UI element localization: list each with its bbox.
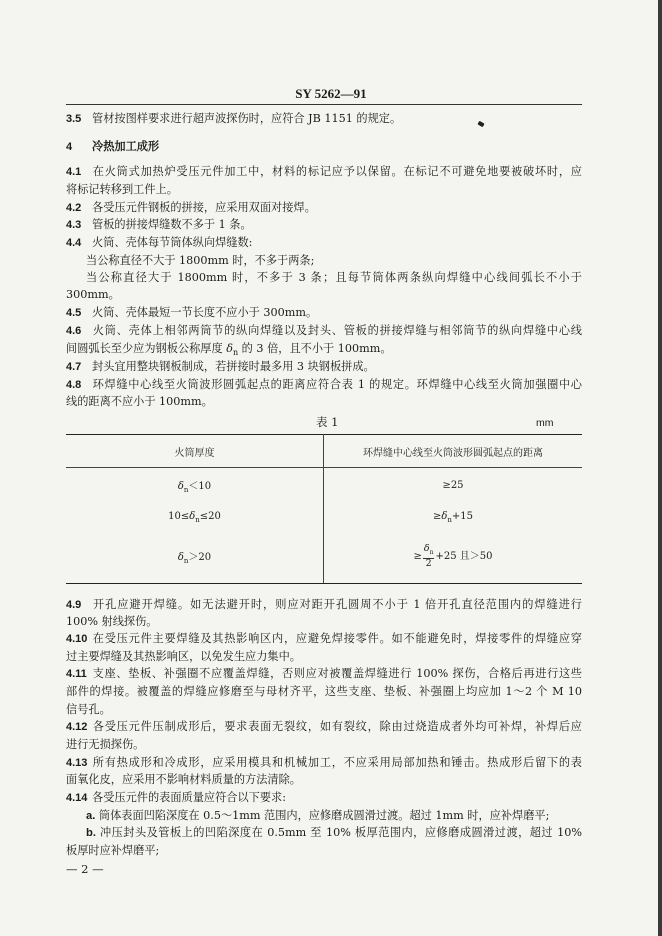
table-row [66, 468, 582, 504]
clause-4-13: 4.13 所有热成形和冷成形，应采用模具和机械加工，不应采用局部加热和锤击。热成形后留下的表 [66, 756, 582, 769]
clause-4-14-item-b: b. 冲压封头及管板上的凹陷深度在 0.5mm 至 10% 板厚范围内，应修磨成圆滑过渡，超过 10% [86, 826, 582, 839]
clause-4-10-line2: 过主要焊缝及其热影响区，以免发生应力集中。 [66, 650, 301, 663]
header-rule [66, 104, 582, 105]
clause-4-6-line2: 间圆弧长至少应为钢板公称厚度 $\delta_n$ 的 3 倍，且不小于 100mm。 [66, 342, 392, 358]
table-1-caption: 表 1 [316, 415, 339, 429]
table-1-unit: mm [536, 417, 554, 429]
clause-4-14: 4.14 各受压元件的表面质量应符合以下要求: [66, 791, 286, 804]
clause-4-8: 4.8 环焊缝中心线至火筒波形圆弧起点的距离应符合表 1 的规定。环焊缝中心线至火筒加强圈中心 [66, 378, 582, 391]
clause-4-9-line2: 100% 射线探伤。 [66, 615, 158, 628]
clause-4-10: 4.10 在受压元件主要焊缝及其热影响区内，应避免焊接零件。如不能避免时，焊接零件的焊缝应穿 [66, 632, 582, 645]
clause-3-5: 3.5 管材按图样要求进行超声波探伤时，应符合 JB 1151 的规定。 [66, 112, 402, 125]
section-4-heading: 4 冷热加工成形 [66, 140, 160, 153]
clause-4-11-line3: 信号孔。 [66, 703, 111, 716]
clause-4-4-sub3: 300mm。 [66, 288, 120, 301]
table-header-thickness: 火筒厚度 [66, 435, 324, 468]
standard-number-header: SY 5262—91 [295, 86, 367, 101]
table-header-row [66, 435, 582, 468]
table-row [66, 531, 582, 584]
clause-4-9: 4.9 开孔应避开焊缝。如无法避开时，则应对距开孔圆周不小于 1 倍开孔直径范围内的焊缝进行 [66, 598, 582, 611]
clause-4-12-line2: 进行无损探伤。 [66, 738, 145, 751]
page-number: — 2 — [66, 862, 104, 876]
clause-4-1: 4.1 在火筒式加热炉受压元件加工中，材料的标记应予以保留。在标记不可避免地要被破坏时，应 [66, 165, 582, 178]
table-cell-distance: ≥ $\frac{\delta_n}{2}$ +25 且＞50 [324, 531, 583, 584]
page-edge-border [658, 0, 662, 936]
clause-4-1-line2: 将标记转移到工件上。 [66, 183, 178, 196]
fraction: $\frac{\delta_n}{2}$ [423, 543, 434, 570]
table-cell-distance: $\ge\delta_n+15$ [432, 510, 474, 524]
clause-4-7: 4.7 封头宜用整块钢板制成，若拼接时最多用 3 块钢板拼成。 [66, 360, 375, 373]
clause-4-4: 4.4 火筒、壳体每节筒体纵向焊缝数: [66, 236, 253, 249]
clause-4-14-item-a: a. 筒体表面凹陷深度在 0.5～1mm 范围内，应修磨成圆滑过渡。超过 1mm 时，应补焊磨平; [86, 809, 550, 822]
clause-4-3: 4.3 管板的拼接焊缝数不多于 1 条。 [66, 218, 252, 231]
clause-4-14-item-b-line2: 板厚时应补焊磨平; [66, 844, 160, 857]
clause-4-8-line2: 线的距离不应小于 100mm。 [66, 395, 213, 408]
table-row [66, 504, 582, 531]
table-1 [66, 434, 582, 584]
table-header-distance: 环焊缝中心线至火筒波形圆弧起点的距离 [324, 435, 583, 468]
table-cell-thickness: $10\le\delta_n\le 20$ [66, 504, 324, 531]
table-cell-thickness: $\delta_n>20$ [66, 531, 324, 584]
clause-4-11: 4.11 支座、垫板、补强圈不应覆盖焊缝，否则应对被覆盖焊缝进行 100% 探伤，合格后再进行这些 [66, 667, 582, 680]
table-cell-distance: ≥25 [442, 480, 464, 492]
clause-4-2: 4.2 各受压元件钢板的拼接，应采用双面对接焊。 [66, 201, 316, 214]
clause-4-4-sub2: 当公称直径大于 1800mm 时，不多于 3 条；且每节筒体两条纵向焊缝中心线间弧长不小于 [86, 271, 582, 284]
clause-4-12: 4.12 各受压元件压制成形后，要求表面无裂纹，如有裂纹，除由过烧造成者外均可补焊，补焊后应 [66, 720, 582, 733]
table-cell-thickness: $\delta_n<10$ [66, 468, 324, 504]
clause-4-11-line2: 部件的焊接。被覆盖的焊缝应修磨至与母材齐平，这些支座、垫板、补强圈上均应加 1～2 个 M 10 [66, 685, 582, 698]
clause-4-13-line2: 面氧化皮，应采用不影响材料质量的方法清除。 [66, 773, 301, 786]
clause-4-5: 4.5 火筒、壳体最短一节长度不应小于 300mm。 [66, 306, 318, 319]
clause-4-6: 4.6 火筒、壳体上相邻两筒节的纵向焊缝以及封头、管板的拼接焊缝与相邻筒节的纵向焊缝中心线 [66, 324, 582, 337]
clause-4-4-sub1: 当公称直径不大于 1800mm 时，不多于两条; [86, 254, 315, 267]
